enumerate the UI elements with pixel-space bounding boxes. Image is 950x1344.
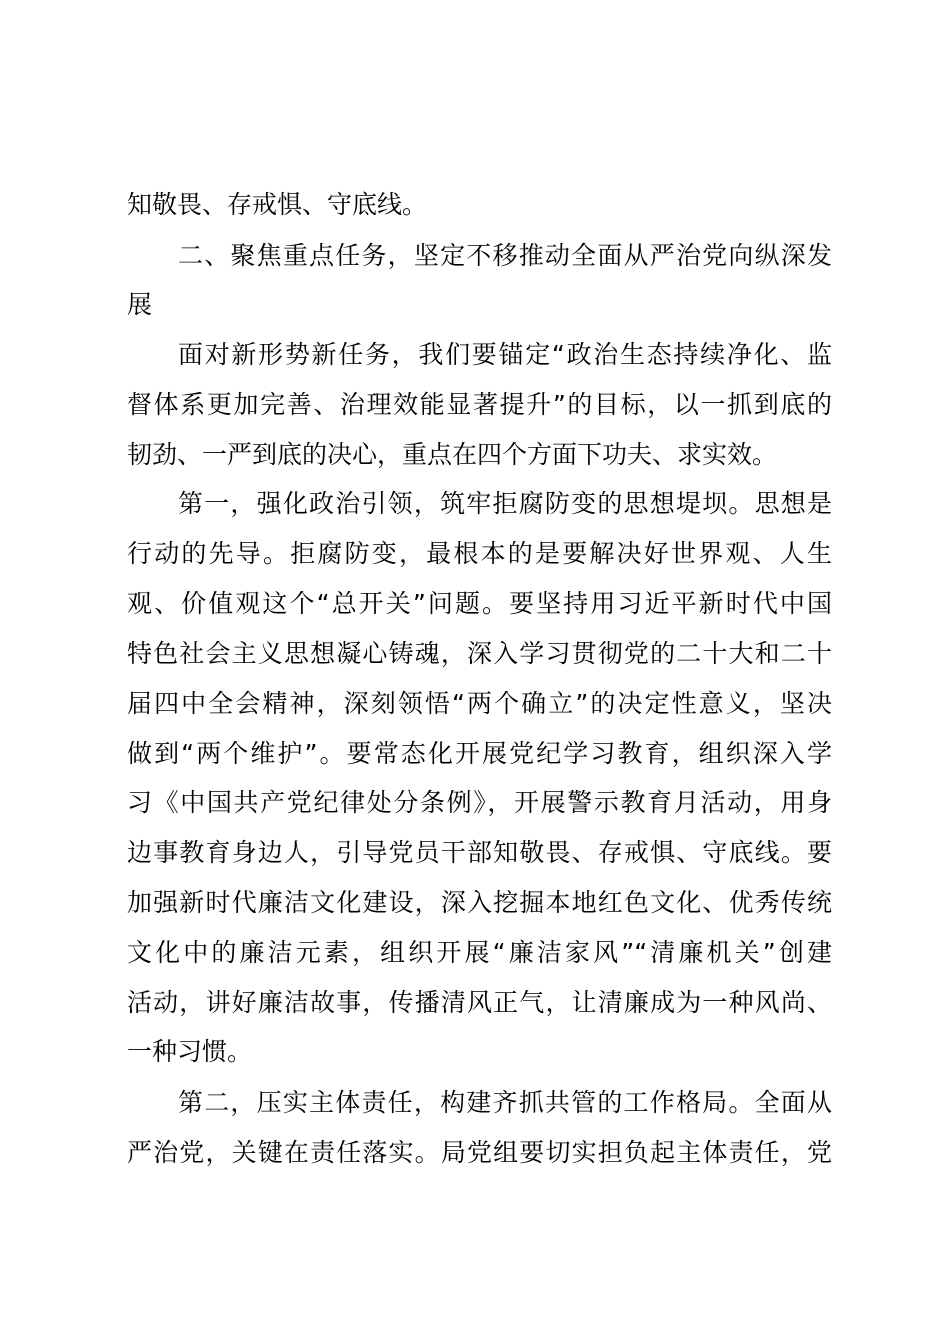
text-line-continuation: 知敬畏、存戒惧、守底线。: [127, 190, 428, 219]
section-heading-line-end: 展: [127, 290, 153, 319]
paragraph-line: 第二，压实主体责任，构建齐抓共管的工作格局。全面从: [178, 1088, 832, 1117]
paragraph-line: 习《中国共产党纪律处分条例》，开展警示教育月活动，用身: [127, 788, 832, 817]
paragraph-line: 行动的先导。拒腐防变，最根本的是要解决好世界观、人生: [127, 539, 832, 568]
paragraph-line-end: 一种习惯。: [127, 1037, 253, 1066]
paragraph-line: 严治党，关键在责任落实。局党组要切实担负起主体责任，党: [127, 1138, 832, 1167]
paragraph-line: 第一，强化政治引领，筑牢拒腐防变的思想堤坝。思想是: [178, 489, 832, 518]
paragraph-line: 督体系更加完善、治理效能显著提升”的目标，以一抓到底的: [127, 390, 832, 419]
paragraph-line: 活动，讲好廉洁故事，传播清风正气，让清廉成为一种风尚、: [127, 988, 832, 1017]
paragraph-line-end: 韧劲、一严到底的决心，重点在四个方面下功夫、求实效。: [127, 440, 778, 469]
paragraph-line: 届四中全会精神，深刻领悟“两个确立”的决定性意义，坚决: [127, 689, 832, 718]
paragraph-line: 边事教育身边人，引导党员干部知敬畏、存戒惧、守底线。要: [127, 838, 832, 867]
paragraph-line: 面对新形势新任务，我们要锚定“政治生态持续净化、监: [178, 340, 832, 369]
paragraph-line: 特色社会主义思想凝心铸魂，深入学习贯彻党的二十大和二十: [127, 639, 832, 668]
section-heading-line: 二、聚焦重点任务，坚定不移推动全面从严治党向纵深发: [178, 241, 832, 270]
paragraph-line: 观、价值观这个“总开关”问题。要坚持用习近平新时代中国: [127, 589, 832, 618]
paragraph-line: 文化中的廉洁元素，组织开展“廉洁家风”“清廉机关”创建: [127, 938, 832, 967]
paragraph-line: 做到“两个维护”。要常态化开展党纪学习教育，组织深入学: [127, 739, 832, 768]
paragraph-line: 加强新时代廉洁文化建设，深入挖掘本地红色文化、优秀传统: [127, 888, 832, 917]
